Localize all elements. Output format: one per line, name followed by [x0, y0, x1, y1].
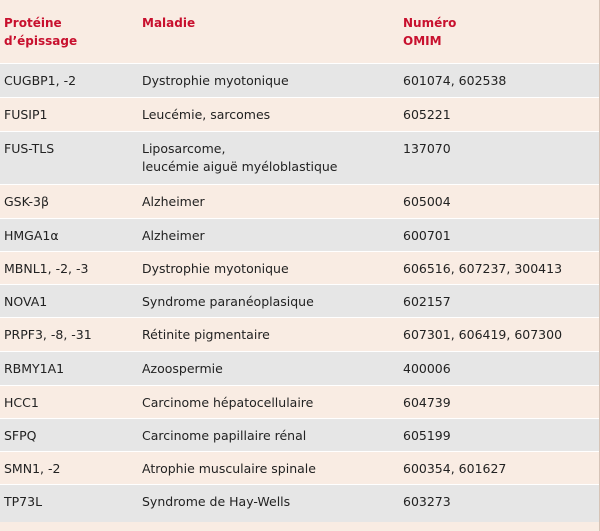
cell-omim: 606516, 607237, 300413	[403, 261, 563, 276]
table-row	[0, 284, 599, 317]
table-row	[0, 317, 599, 351]
cell-disease: Leucémie, sarcomes	[142, 107, 271, 122]
cell-protein: TP73L	[4, 494, 43, 509]
cell-disease: Alzheimer	[142, 194, 205, 209]
table-row	[0, 484, 599, 522]
table-row	[0, 131, 599, 184]
cell-omim: 601074, 602538	[403, 73, 507, 88]
cell-protein: HMGA1α	[4, 228, 59, 243]
table-row	[0, 184, 599, 218]
cell-disease-line1: Liposarcome,	[142, 141, 226, 156]
cell-disease: Carcinome papillaire rénal	[142, 428, 307, 443]
table-row	[0, 385, 599, 418]
cell-protein: HCC1	[4, 395, 39, 410]
cell-omim: 607301, 606419, 607300	[403, 327, 563, 342]
cell-protein: FUS-TLS	[4, 141, 55, 156]
table-row	[0, 251, 599, 284]
cell-protein: FUSIP1	[4, 107, 48, 122]
header-protein-line2: d’épissage	[4, 34, 78, 48]
cell-disease: Rétinite pigmentaire	[142, 327, 270, 342]
cell-omim: 604739	[403, 395, 451, 410]
table-row	[0, 63, 599, 97]
cell-omim: 137070	[403, 141, 451, 156]
cell-protein: SMN1, -2	[4, 461, 61, 476]
table-row	[0, 451, 599, 484]
cell-disease	[142, 140, 338, 176]
cell-disease: Alzheimer	[142, 228, 205, 243]
cell-disease-line2: leucémie aiguë myéloblastique	[142, 159, 338, 174]
cell-protein: NOVA1	[4, 294, 48, 309]
cell-omim: 603273	[403, 494, 451, 509]
table-header	[0, 0, 599, 63]
cell-disease: Dystrophie myotonique	[142, 73, 289, 88]
header-disease-label: Maladie	[142, 16, 196, 30]
header-omim-line1: Numéro	[403, 16, 457, 30]
cell-omim: 600701	[403, 228, 451, 243]
cell-disease: Syndrome paranéoplasique	[142, 294, 314, 309]
cell-omim: 605004	[403, 194, 451, 209]
cell-protein: SFPQ	[4, 428, 37, 443]
table-row	[0, 218, 599, 251]
cell-protein: PRPF3, -8, -31	[4, 327, 92, 342]
header-protein-line1: Protéine	[4, 16, 62, 30]
header-omim	[403, 14, 456, 50]
cell-protein: RBMY1A1	[4, 361, 65, 376]
cell-disease: Syndrome de Hay-Wells	[142, 494, 291, 509]
cell-disease: Atrophie musculaire spinale	[142, 461, 316, 476]
cell-omim: 602157	[403, 294, 451, 309]
cell-omim: 600354, 601627	[403, 461, 507, 476]
cell-protein: GSK-3β	[4, 194, 49, 209]
table-row	[0, 351, 599, 385]
cell-omim: 400006	[403, 361, 451, 376]
cell-protein: MBNL1, -2, -3	[4, 261, 89, 276]
cell-protein: CUGBP1, -2	[4, 73, 77, 88]
table-row	[0, 97, 599, 131]
header-disease	[142, 14, 195, 32]
cell-disease: Azoospermie	[142, 361, 223, 376]
cell-disease: Carcinome hépatocellulaire	[142, 395, 314, 410]
header-protein	[4, 14, 77, 50]
cell-disease: Dystrophie myotonique	[142, 261, 289, 276]
table-row	[0, 418, 599, 451]
header-omim-line2: OMIM	[403, 34, 442, 48]
cell-omim: 605221	[403, 107, 451, 122]
cell-omim: 605199	[403, 428, 451, 443]
